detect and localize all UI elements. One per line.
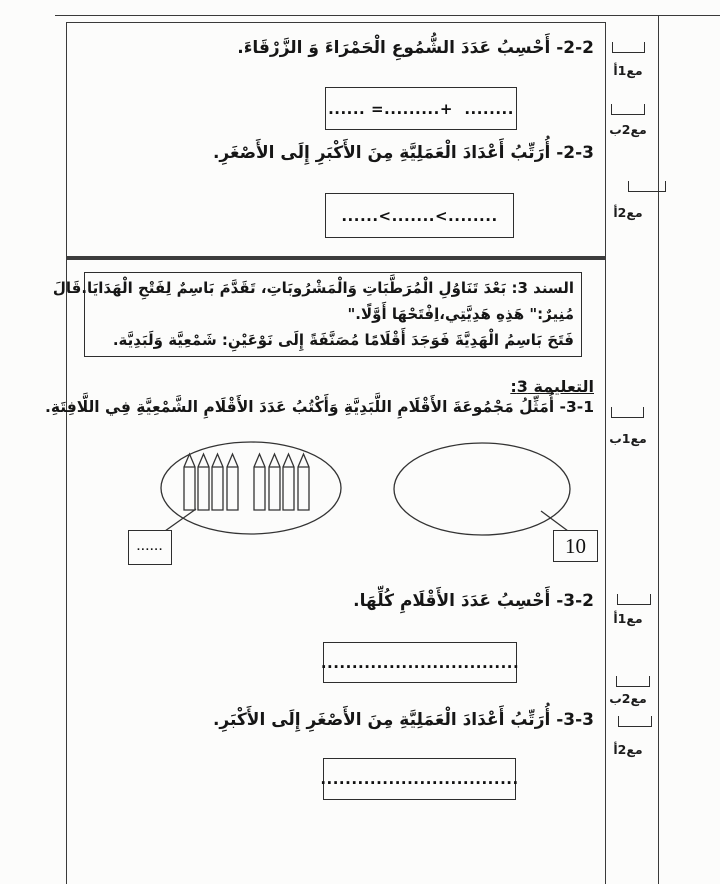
right-set-count-value: 10 — [565, 533, 586, 558]
question-3-2: 3-2- أَحْسِبُ عَدَدَ الأَقْلَامِ كُلِّهَا. — [353, 591, 594, 611]
question-3-1: 3-1- أُمَثِّلُ مَجْمُوعَةَ الأَقْلَامِ اللَّبَدِيَّةِ وَأَكْتُبُ عَدَدَ الأَقْلَامِ الشَّمْعِيَّةِ فِي اللَّافِتَةِ. — [44, 398, 594, 416]
taalima-3-title: التعليمة 3: — [510, 377, 594, 396]
felt-pen-icon — [227, 454, 238, 510]
left-connector-line — [165, 509, 196, 531]
left-set-count-dots: ...... — [136, 542, 164, 553]
sanad-3-line-1: السند 3: بَعْدَ تَنَاوُلِ الْمُرَطَّبَاتِ وَالْمَشْرُوبَاتِ، تَقَدَّمَ بَاسِمٌ لِفَتْحِ الْهَدَايَا.قَالَ — [52, 279, 574, 297]
felt-pen-icon — [184, 454, 195, 510]
sanad-3-box — [52, 272, 582, 357]
felt-pen-icon — [254, 454, 265, 510]
criterion-label: مع1ب — [609, 431, 647, 446]
score-bracket — [616, 676, 650, 687]
felt-pen-icon — [212, 454, 223, 510]
question-2-2: 2-2- أَحْسِبُ عَدَدَ الشُّمُوعِ الْحَمْرَاءَ وَ الزَّرْقَاءَ. — [237, 38, 594, 58]
felt-pen-icon — [298, 454, 309, 510]
right-set-count-box — [553, 530, 598, 562]
felt-pen-icon — [269, 454, 280, 510]
score-bracket — [628, 181, 666, 192]
criterion-label: مع1أ — [613, 611, 643, 626]
answer-box-order-desc-dots: ......<.......<........ — [341, 206, 498, 225]
question-2-3: 2-3- أُرَتِّبُ أَعْدَادَ الْعَمَلِيَّةِ مِنَ الأَكْبَرِ إِلَى الأَصْغَرِ. — [212, 143, 594, 163]
left-set-count-box — [128, 530, 172, 565]
answer-box-order-asc-dots: ................................ — [320, 770, 519, 788]
criterion-label: مع2أ — [613, 742, 643, 757]
top-rule — [55, 15, 720, 16]
score-bracket — [611, 407, 644, 418]
pens-sets-diagram — [140, 438, 610, 583]
felt-pen-icon — [283, 454, 294, 510]
answer-box-order-desc — [325, 193, 514, 238]
criterion-label: مع2ب — [609, 691, 647, 706]
sanad-3-line-3: فَتَحَ بَاسِمُ الْهَدِيَّةَ فَوَجَدَ أَقْلَامًا مُصَنَّفَةً إِلَى نَوْعَيْنِ: شَمْعِيَّة وَلَبَدِيَّة. — [112, 331, 574, 349]
score-bracket — [618, 716, 652, 727]
left-set-ellipse — [161, 442, 341, 534]
margin-rule — [658, 15, 659, 884]
answer-box-sum-dots: ...... =.........+ ........ — [328, 99, 514, 118]
section-divider — [66, 256, 606, 260]
right-set-ellipse — [394, 443, 570, 535]
score-bracket — [617, 594, 651, 605]
answer-box-total — [320, 642, 520, 683]
criterion-label: مع1أ — [613, 63, 643, 78]
answer-box-total-dots: ................................ — [320, 653, 520, 672]
criterion-label: مع2أ — [613, 205, 643, 220]
felt-pens-group — [184, 454, 309, 510]
answer-box-order-asc — [320, 758, 519, 800]
question-3-3: 3-3- أُرَتِّبُ أَعْدَادَ الْعَمَلِيَّةِ مِنَ الأَصْغَرِ إِلَى الأَكْبَرِ. — [212, 710, 594, 730]
score-bracket — [611, 104, 645, 115]
criterion-label: مع2ب — [609, 122, 647, 137]
score-bracket — [612, 42, 645, 53]
sanad-3-line-2: مُنِيرٌ:" هَذِهِ هَدِيَّتِي،اِفْتَحْهَا أَوَّلًا." — [347, 305, 574, 323]
answer-box-sum — [325, 87, 517, 130]
felt-pen-icon — [198, 454, 209, 510]
